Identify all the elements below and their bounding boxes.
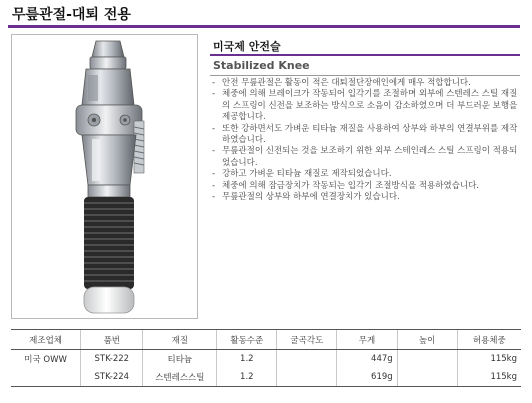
list-item [212,78,518,89]
table-header-row [11,330,521,350]
table-cell [11,368,81,387]
list-item [212,89,518,123]
feature-text: 강하고 가벼운 티타늄 재질로 제작되었습니다. [222,169,392,180]
dash-icon: - [212,78,216,88]
header-cell: 활동수준 [217,330,277,350]
table-row [11,368,521,387]
table-cell: 115kg [457,368,521,387]
header-cell: 허용체중 [457,330,521,350]
table-cell: 미국 OWW [24,355,67,365]
dash-icon: - [212,192,216,203]
feature-text: 또한 강하면서도 가벼운 티타늄 재질을 사용하여 상부와 하부의 연결부위를 제작하였습니다. [222,123,518,146]
product-title: 미국제 안전슬 [213,40,281,53]
knee-joint-illustration [12,35,197,318]
table-cell: 1.2 [217,350,277,369]
feature-text: 무릎관절의 상부와 하부에 연결장치가 있습니다. [222,192,400,203]
product-subtitle: Stabilized Knee [213,59,310,72]
table-cell [397,368,457,387]
dash-icon: - [212,180,216,191]
list-item [212,146,518,169]
header-cell: 굴곡각도 [277,330,337,350]
table-cell: STK-222 [81,350,143,369]
header-cell: 높이 [397,330,457,350]
list-item [212,124,518,147]
feature-list [212,78,518,203]
header-cell: 제조업체 [11,330,81,350]
feature-text: 체중에 의해 브레이크가 작동되어 입각기를 조절하며 외부에 스텐레스 스틸 재질의 스프링이 신전을 보조하는 방식으로 소음이 감소하였으며 더 부드러운 보행을 제공합니다. [222,89,518,123]
title-divider [8,25,520,28]
table-cell: STK-224 [81,368,143,387]
list-item [212,192,518,203]
subtitle-divider [210,75,520,76]
table-cell: 115kg [457,350,521,369]
table-cell: 447g [337,350,397,369]
list-item [212,181,518,192]
table-cell: 티타늄 [143,350,217,369]
dash-icon: - [212,123,216,134]
dash-icon: - [212,146,216,157]
product-photo [11,34,198,319]
page-title: 무릎관절-대퇴 전용 [12,7,131,23]
table-cell [397,350,457,369]
header-cell: 재질 [143,330,217,350]
table-row [11,350,521,369]
spec-table [11,329,521,387]
header-cell: 품번 [81,330,143,350]
dash-icon: - [212,89,216,100]
feature-text: 안전 무릎관절은 활동이 적은 대퇴절단장애인에게 매우 적합합니다. [222,78,471,88]
table-cell [277,350,337,369]
table-cell [277,368,337,387]
dash-icon: - [212,169,216,180]
header-cell: 무게 [337,330,397,350]
feature-text: 체중에 의해 잠금장치가 작동되는 입각기 조절방식을 적용하였습니다. [222,180,480,191]
table-cell: 619g [337,368,397,387]
table-cell: 스텐레스스틸 [143,368,217,387]
product-title-divider [210,54,520,56]
feature-text: 무릎관절이 신전되는 것을 보조하기 위한 외부 스테인레스 스틸 스프링이 적용되었습니다. [222,146,518,168]
table-cell: 1.2 [217,368,277,387]
list-item [212,169,518,180]
